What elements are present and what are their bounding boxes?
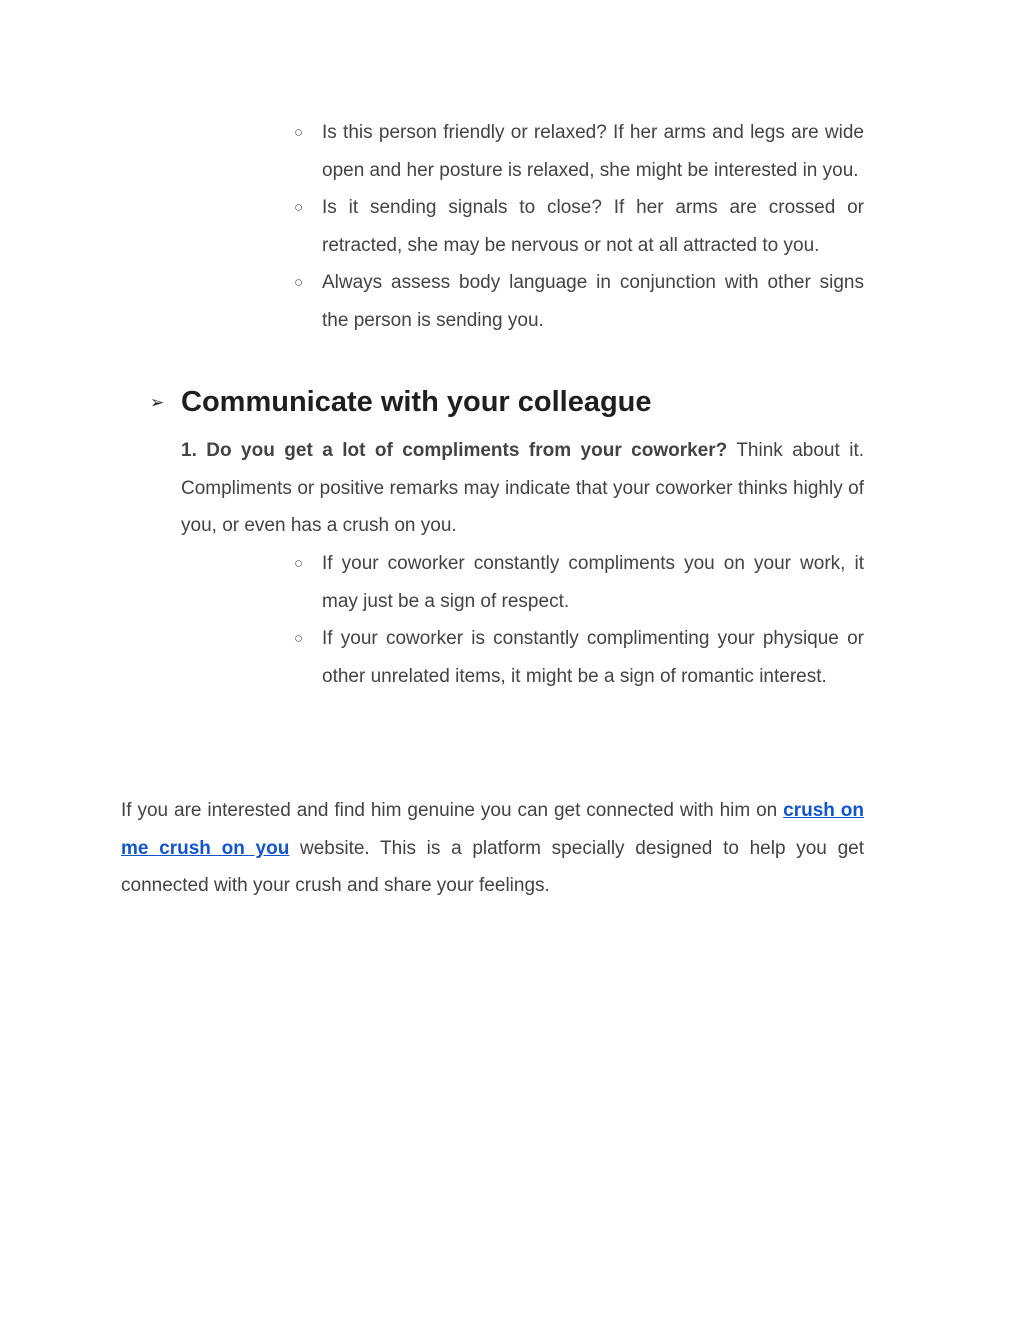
- list-item: [294, 264, 864, 339]
- compliments-paragraph: [181, 432, 864, 545]
- crush-website-link[interactable]: crush on me crush on you: [121, 800, 864, 859]
- hollow-circle-bullet-icon: ○: [294, 630, 304, 648]
- hollow-circle-bullet-icon: ○: [294, 199, 304, 217]
- closing-text-after-link: website. This is a platform specially designed to help you get connected with your crush and share your feelings.: [121, 837, 864, 897]
- list-item: [294, 545, 864, 620]
- list-item-text: Always assess body language in conjunction with other signs the person is sending you.: [322, 272, 864, 331]
- list-item: [294, 620, 864, 695]
- section-heading-row: [150, 380, 864, 424]
- hollow-circle-bullet-icon: ○: [294, 555, 304, 572]
- closing-text-before-link: If you are interested and find him genuine you can get connected with him on: [121, 800, 784, 821]
- list-item: [294, 114, 864, 189]
- question-bold-text: 1. Do you get a lot of compliments from your coworker?: [181, 440, 728, 461]
- list-item-text: If your coworker constantly compliments you on your work, it may just be a sign of respect.: [322, 553, 864, 612]
- hollow-circle-bullet-icon: ○: [294, 274, 304, 292]
- list-item-text: Is this person friendly or relaxed? If her arms and legs are wide open and her posture is relaxed, she might be interested in you.: [322, 122, 864, 181]
- question-body-text: Think about it. Compliments or positive remarks may indicate that your coworker thinks highly of you, or even has a crush on you.: [181, 440, 864, 537]
- body-language-list: [294, 114, 864, 340]
- list-item-text: If your coworker is constantly complimenting your physique or other unrelated items, it might be a sign of romantic interest.: [322, 628, 864, 687]
- list-item-text: Is it sending signals to close? If her arms are crossed or retracted, she may be nervous or not at all attracted to you.: [322, 197, 864, 256]
- arrow-bullet-icon: ➢: [150, 393, 165, 412]
- closing-paragraph: [121, 792, 864, 905]
- compliments-list: [294, 545, 864, 695]
- section-heading: Communicate with your colleague: [181, 386, 652, 418]
- hollow-circle-bullet-icon: ○: [294, 124, 304, 141]
- list-item: [294, 189, 864, 264]
